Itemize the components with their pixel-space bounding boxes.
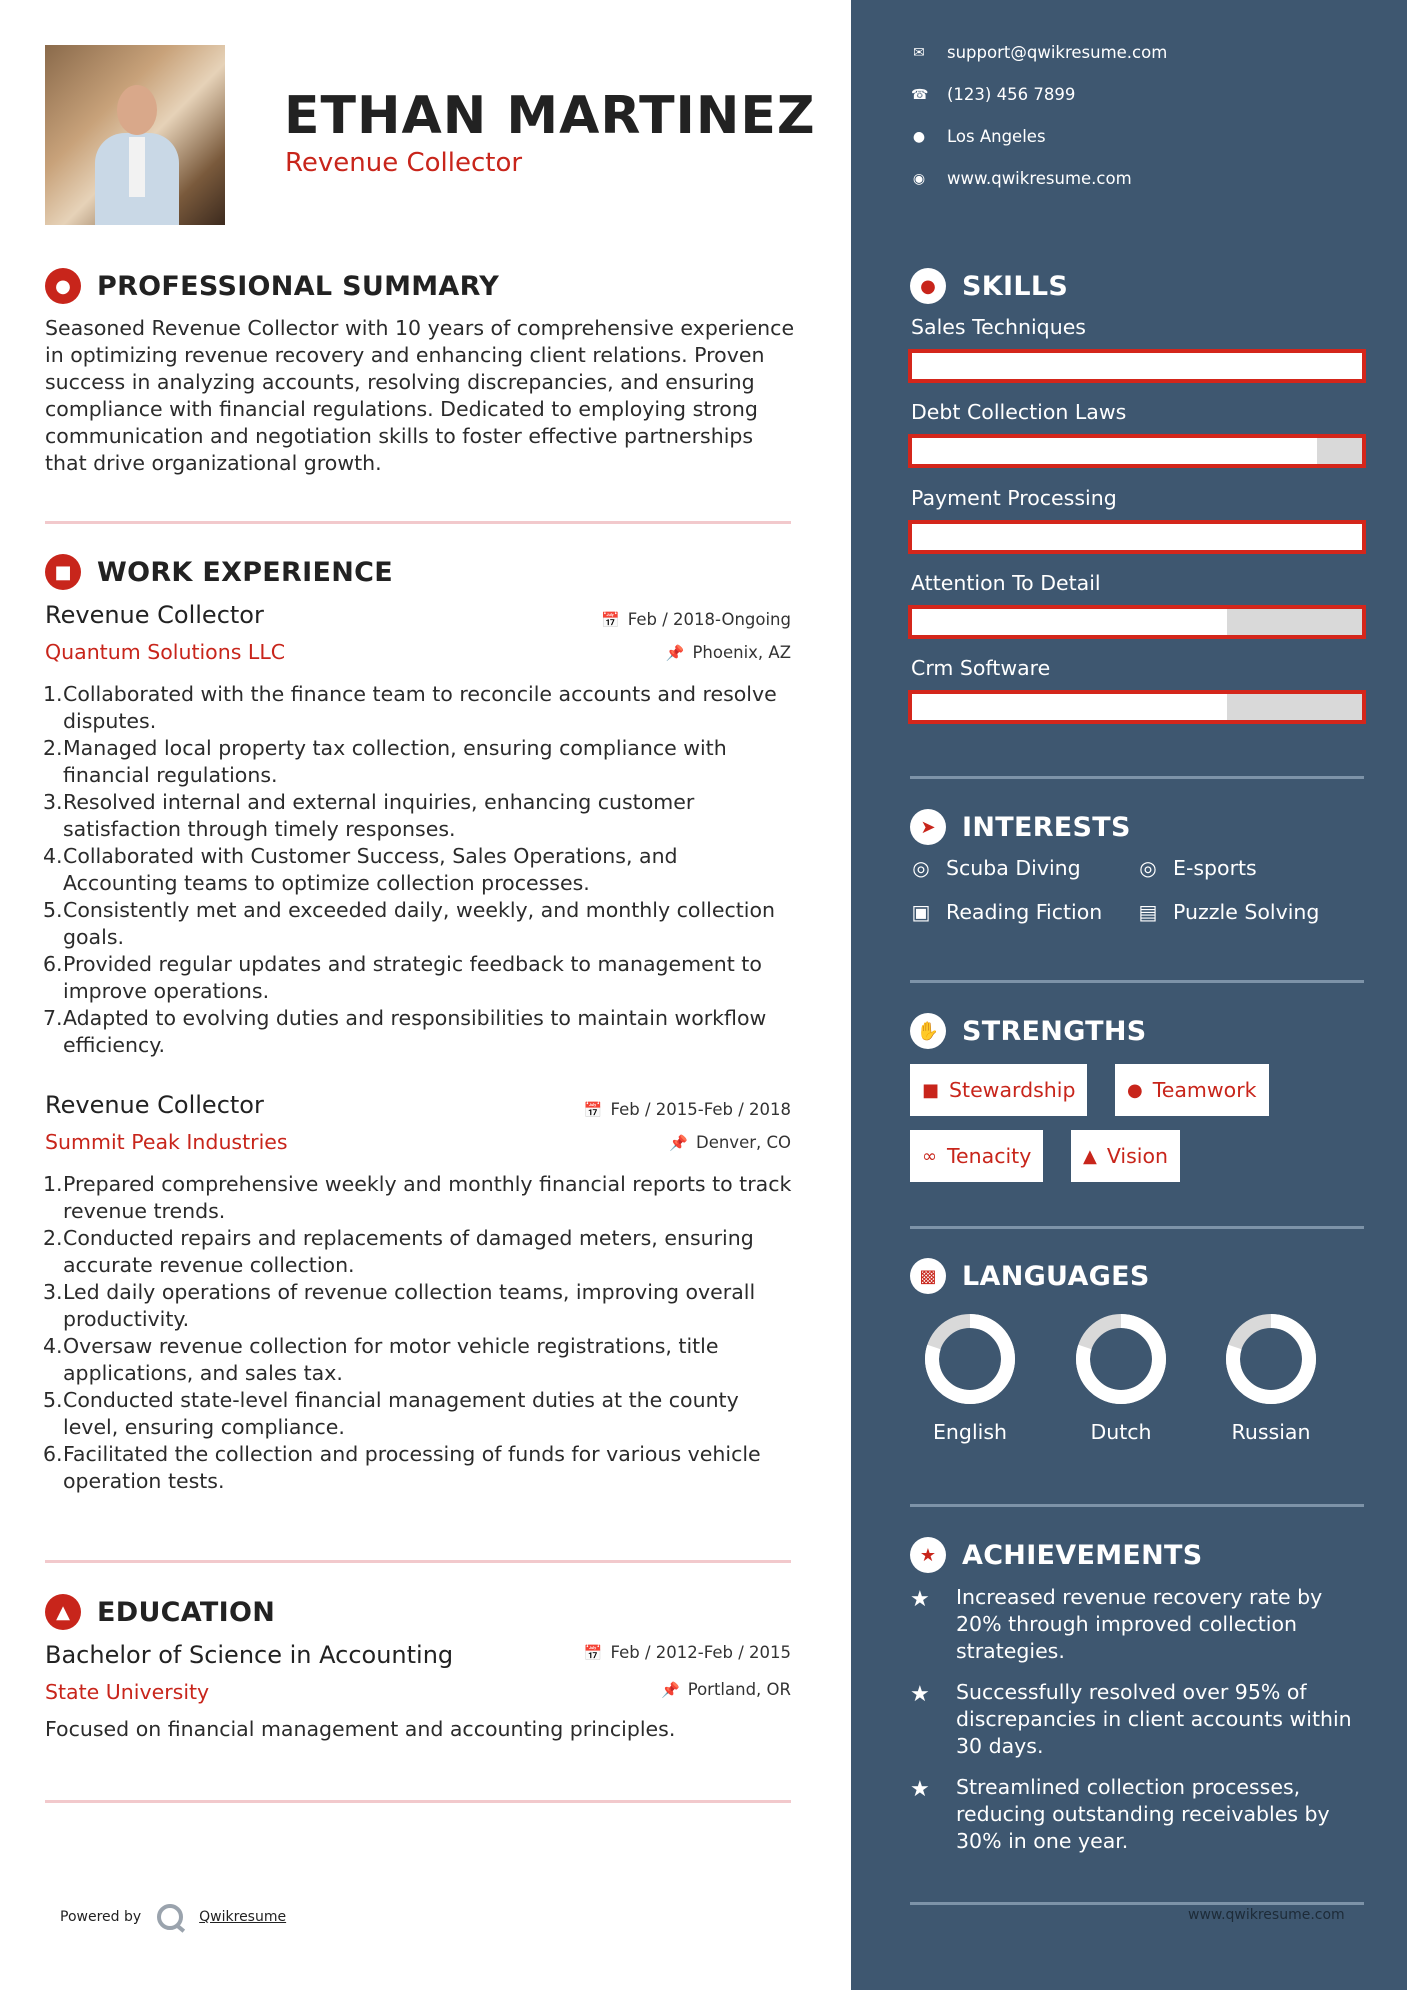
education-dates: 📅 Feb / 2012-Feb / 2015 (583, 1643, 791, 1662)
shooting-star-icon: ★ (910, 1777, 930, 1802)
language-item (1216, 1312, 1326, 1444)
skill-name: Payment Processing (911, 486, 1117, 510)
calendar-icon: 📅 (583, 1100, 603, 1119)
language-item (1066, 1312, 1176, 1444)
profile-photo (45, 45, 225, 225)
powered-by: Powered by Qwikresume (60, 1904, 286, 1930)
calendar-icon: 📅 (583, 1643, 603, 1662)
list-item: 4. Oversaw revenue collection for motor vehicle registrations, title applications, and sales tax. (43, 1334, 719, 1385)
phone-icon: ☎ (911, 86, 929, 103)
achievement-item: ★ Increased revenue recovery rate by 20% through improved collection strategies. (910, 1585, 1323, 1663)
skill-level-bar (908, 434, 1366, 468)
gamepad-icon: ▣ (911, 900, 931, 924)
link-icon: ∞ (922, 1145, 937, 1167)
language-name: English (932, 1420, 1008, 1444)
section-divider (910, 1226, 1364, 1229)
education-heading: ▲ EDUCATION (45, 1594, 275, 1630)
interest-item: ▤ Puzzle Solving (1138, 900, 1320, 924)
job-duties (35, 681, 795, 1059)
qwikresume-link[interactable]: Qwikresume (199, 1909, 287, 1925)
summary-heading: ● PROFESSIONAL SUMMARY (45, 268, 499, 304)
section-divider (45, 1560, 791, 1563)
language-name: Dutch (1090, 1420, 1152, 1444)
users-icon: ● (1127, 1079, 1143, 1101)
section-divider (910, 1902, 1364, 1905)
footer-url[interactable]: www.qwikresume.com (1188, 1907, 1345, 1923)
strength-tag: ▲ Vision (1071, 1130, 1180, 1182)
education-description: Focused on financial management and accounting principles. (45, 1717, 676, 1741)
pin-icon: 📌 (661, 1680, 680, 1699)
contact-email[interactable]: ✉ support@qwikresume.com (911, 43, 1167, 62)
calendar-icon: 📅 (601, 610, 620, 629)
skill-level-bar (908, 349, 1366, 383)
job-location: 📌 Phoenix, AZ (665, 643, 791, 662)
contact-phone[interactable]: ☎ (123) 456 7899 (911, 85, 1076, 104)
list-item: 3. Resolved internal and external inquiries, enhancing customer satisfaction through timely responses. (43, 790, 695, 841)
list-item: 4. Collaborated with Customer Success, Sales Operations, and Accounting teams to optimize collection processes. (43, 844, 678, 895)
strength-tag: ∞ Tenacity (910, 1130, 1043, 1182)
book-icon: ▤ (1138, 900, 1158, 924)
job-title: Revenue Collector (45, 601, 264, 629)
skill-name: Sales Techniques (911, 315, 1086, 339)
job-title: Revenue Collector (45, 1091, 264, 1119)
list-item: 2. Conducted repairs and replacements of damaged meters, ensuring accurate revenue collection. (43, 1226, 754, 1277)
skill-level-bar (908, 605, 1366, 639)
list-item: 7. Adapted to evolving duties and responsibilities to maintain workflow efficiency. (43, 1006, 767, 1057)
binoculars-icon: ▲ (1083, 1145, 1097, 1167)
language-item (915, 1312, 1025, 1444)
list-item: 1. Collaborated with the finance team to reconcile accounts and resolve disputes. (43, 682, 777, 733)
skill-level-fill (912, 694, 1227, 720)
skill-level-fill (912, 609, 1227, 635)
education-degree: Bachelor of Science in Accounting (45, 1641, 454, 1669)
skill-level-bar (908, 520, 1366, 554)
hand-icon: ✋ (910, 1013, 946, 1049)
briefcase-icon: ■ (922, 1079, 940, 1101)
languages-heading: ▩ LANGUAGES (910, 1258, 1150, 1294)
interest-item: ◎ Scuba Diving (910, 856, 1081, 880)
paper-plane-icon: ➤ (910, 809, 946, 845)
job-company: Summit Peak Industries (45, 1130, 288, 1154)
candidate-name: ETHAN MARTINEZ (284, 86, 816, 146)
briefcase-icon: ■ (45, 554, 81, 590)
interest-item: ◎ E-sports (1137, 856, 1257, 880)
map-pin-icon: ● (912, 128, 926, 145)
skill-level-fill (912, 438, 1317, 464)
job-duties (35, 1171, 795, 1495)
graduation-icon: ▲ (45, 1594, 81, 1630)
skill-level-fill (912, 524, 1362, 550)
language-level-ring (1224, 1312, 1318, 1406)
language-icon: ▩ (910, 1258, 946, 1294)
education-school: State University (45, 1680, 210, 1704)
skills-heading: ● SKILLS (910, 268, 1068, 304)
education-location: 📌 Portland, OR (661, 1680, 791, 1699)
summary-text: Seasoned Revenue Collector with 10 years of comprehensive experience in optimizing revenue recovery and enhancing client relations. Proven success in analyzing accounts, resolving discrepancies, and ensuring compliance with financial regulations. Dedicated to employing strong communication and negotiation skills to foster effective partnerships that drive organizational growth. (45, 316, 795, 475)
skill-level-fill (912, 353, 1362, 379)
experience-heading: ■ WORK EXPERIENCE (45, 554, 393, 590)
life-ring-icon: ◎ (912, 856, 930, 880)
section-divider (910, 1504, 1364, 1507)
list-item: 6. Facilitated the collection and processing of funds for various vehicle operation tests. (43, 1442, 761, 1493)
section-divider (45, 521, 791, 524)
interest-item: ▣ Reading Fiction (911, 900, 1103, 924)
user-icon: ● (45, 268, 81, 304)
job-dates: 📅 Feb / 2018-Ongoing (601, 610, 791, 629)
job-company: Quantum Solutions LLC (45, 640, 286, 664)
shooting-star-icon: ★ (910, 1682, 930, 1707)
skill-name: Debt Collection Laws (911, 400, 1127, 424)
pin-icon: 📌 (665, 643, 685, 662)
job-dates: 📅 Feb / 2015-Feb / 2018 (583, 1100, 791, 1119)
language-level-ring (1074, 1312, 1168, 1406)
list-item: 5. Consistently met and exceeded daily, weekly, and monthly collection goals. (43, 898, 775, 949)
section-divider (910, 776, 1364, 779)
contact-location: ● Los Angeles (912, 127, 1046, 146)
list-item: 1. Prepared comprehensive weekly and monthly financial reports to track revenue trends. (43, 1172, 792, 1223)
section-divider (45, 1800, 791, 1803)
star-icon: ★ (910, 1537, 946, 1573)
language-name: Russian (1231, 1420, 1311, 1444)
achievement-item: ★ Successfully resolved over 95% of discrepancies in client accounts within 30 days. (910, 1680, 1352, 1758)
list-item: 2. Managed local property tax collection, ensuring compliance with financial regulations. (43, 736, 727, 787)
strength-tag: ● Teamwork (1115, 1064, 1269, 1116)
list-item: 3. Led daily operations of revenue collection teams, improving overall productivity. (43, 1280, 756, 1331)
life-ring-icon: ◎ (1139, 856, 1157, 880)
lightbulb-icon: ● (910, 268, 946, 304)
contact-website[interactable]: ◉ www.qwikresume.com (912, 169, 1132, 188)
job-location: 📌 Denver, CO (669, 1133, 791, 1152)
globe-icon: ◉ (912, 170, 926, 187)
list-item: 5. Conducted state-level financial management duties at the county level, ensuring compliance. (43, 1388, 739, 1439)
achievement-item: ★ Streamlined collection processes, reducing outstanding receivables by 30% in one year. (910, 1775, 1330, 1853)
candidate-title: Revenue Collector (285, 148, 523, 178)
pin-icon: 📌 (669, 1133, 688, 1152)
interests-heading: ➤ INTERESTS (910, 809, 1131, 845)
skill-name: Attention To Detail (911, 571, 1101, 595)
shooting-star-icon: ★ (910, 1587, 930, 1612)
section-divider (910, 980, 1364, 983)
envelope-icon: ✉ (913, 44, 925, 61)
language-level-ring (923, 1312, 1017, 1406)
list-item: 6. Provided regular updates and strategic feedback to management to improve operations. (43, 952, 762, 1003)
skill-name: Crm Software (911, 656, 1051, 680)
strength-tag: ■ Stewardship (910, 1064, 1087, 1116)
strengths-heading: ✋ STRENGTHS (910, 1013, 1147, 1049)
qwikresume-logo-icon (157, 1904, 183, 1930)
achievements-heading: ★ ACHIEVEMENTS (910, 1537, 1203, 1573)
skill-level-bar (908, 690, 1366, 724)
